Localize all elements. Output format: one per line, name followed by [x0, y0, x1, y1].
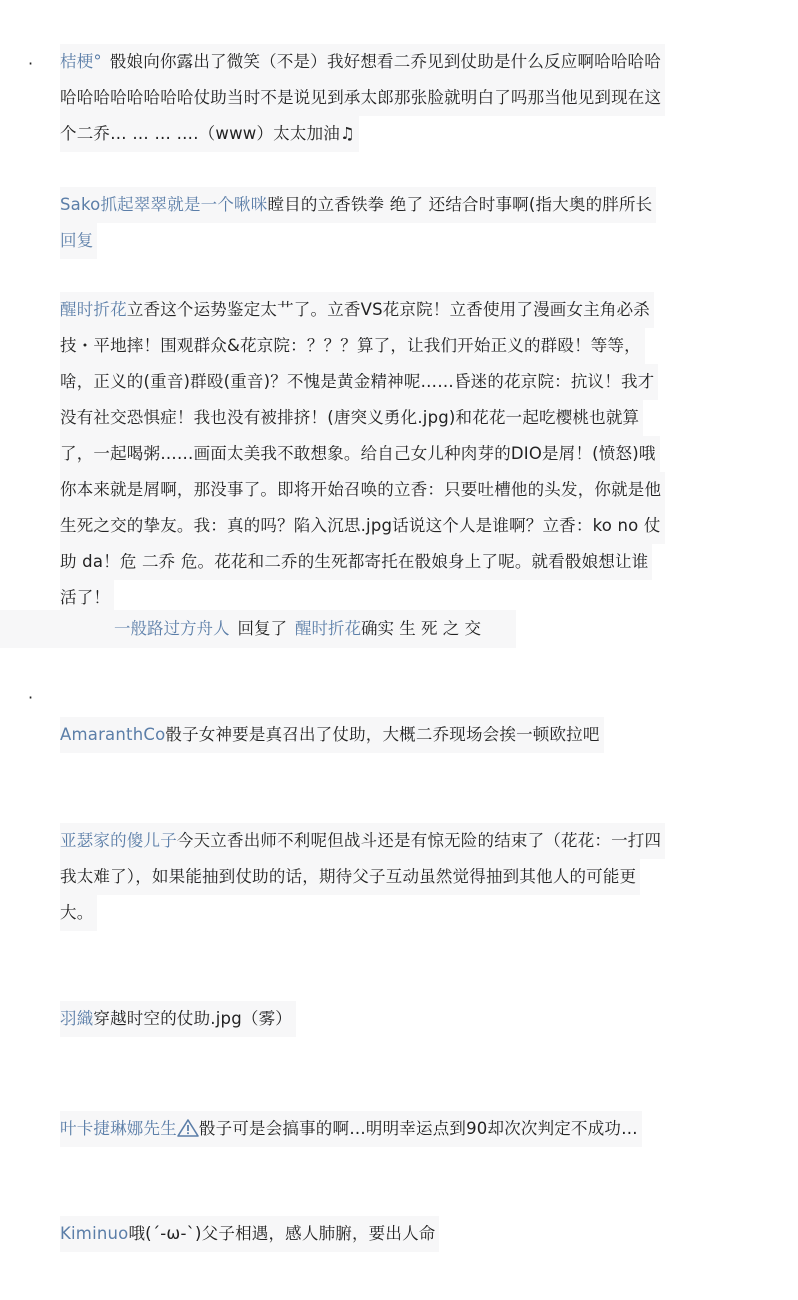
comment-text: 哈哈哈哈哈哈哈哈仗助当时不是说见到承太郎那张脸就明白了吗那当他见到现在这 — [60, 80, 665, 116]
comment-text: 骰娘向你露出了微笑（不是）我好想看二乔见到仗助是什么反应啊哈哈哈哈 — [109, 52, 661, 71]
comment-item — [60, 823, 710, 931]
comment-text: 骰子女神要是真召出了仗助，大概二乔现场会挨一顿欧拉吧 — [165, 725, 600, 744]
comment-text: 你本来就是屑啊，那没事了。即将开始召唤的立香：只要吐槽他的头发，你就是他 — [60, 472, 665, 508]
comment-text: 没有社交恐惧症！我也没有被排挤！(唐突义勇化.jpg)和花花一起吃樱桃也就算 — [60, 400, 643, 436]
comment-text: 了，一起喝粥……画面太美我不敢想象。给自己女儿种肉芽的DIO是屑！(愤怒)哦 — [60, 436, 660, 472]
comment-text: 穿越时空的仗助.jpg（雾） — [93, 1009, 292, 1028]
comment-text: 骰子可是会搞事的啊…明明幸运点到90却次次判定不成功… — [198, 1119, 638, 1138]
list-bullet: · — [28, 688, 34, 707]
comment-username[interactable]: Kiminuo — [60, 1224, 129, 1243]
comment-item — [60, 44, 710, 152]
reply-item — [0, 610, 516, 648]
reply-username[interactable]: 一般路过方舟人 — [114, 619, 230, 638]
comment-text: 个二乔… … … ….（www）太太加油♫ — [60, 116, 359, 152]
reply-text: 确实 生 死 之 交 — [361, 619, 481, 638]
comment-username[interactable]: AmaranthCo — [60, 725, 166, 744]
comment-text: 立香这个运势鉴定太艹了。立香VS花京院！立香使用了漫画女主角必杀 — [126, 300, 650, 319]
warning-icon — [177, 1114, 199, 1132]
comment-item — [60, 1216, 710, 1252]
reply-verb: 回复了 — [237, 619, 287, 638]
list-bullet: · — [28, 54, 34, 73]
comment-username[interactable]: 羽織 — [60, 1009, 94, 1028]
comment-username[interactable]: 醒时折花 — [60, 300, 127, 319]
comment-text: 助 da！危 二乔 危。花花和二乔的生死都寄托在骰娘身上了呢。就看骰娘想让谁 — [60, 544, 652, 580]
comment-username[interactable]: Sako抓起翠翠就是一个啾咪 — [60, 195, 268, 214]
reply-target-username[interactable]: 醒时折花 — [295, 619, 361, 638]
comment-item — [60, 292, 710, 616]
comment-text: 活了！ — [60, 580, 114, 616]
comment-username[interactable]: 桔梗° — [60, 52, 102, 71]
comment-username[interactable]: 亚瑟家的傻儿子 — [60, 831, 177, 850]
comment-text: 哦(´-ω-`)父子相遇，感人肺腑，要出人命 — [128, 1224, 436, 1243]
comment-username[interactable]: 叶卡捷琳娜先生 — [60, 1119, 177, 1138]
comment-text: 啥，正义的(重音)群殴(重音)？不愧是黄金精神呢……昏迷的花京院：抗议！我才 — [60, 364, 658, 400]
comment-item — [60, 1111, 710, 1147]
comment-text: 生死之交的挚友。我：真的吗？陷入沉思.jpg话说这个人是谁啊？立香：ko no 仗 — [60, 508, 665, 544]
comment-text: 技・平地摔！围观群众&花京院：？？？算了，让我们开始正义的群殴！等等， — [60, 328, 645, 364]
comment-item — [60, 717, 710, 753]
reply-link[interactable]: 回复 — [60, 223, 97, 259]
comment-item — [60, 1001, 710, 1037]
comment-text: 今天立香出师不利呢但战斗还是有惊无险的结束了（花花：一打四 — [176, 831, 662, 850]
comment-item — [60, 187, 710, 259]
comment-text: 瞠目的立香铁拳 绝了 还结合时事啊(指大奥的胖所长 — [267, 195, 653, 214]
comment-text: 我太难了），如果能抽到仗助的话，期待父子互动虽然觉得抽到其他人的可能更 — [60, 859, 640, 895]
comment-text: 大。 — [60, 895, 97, 931]
